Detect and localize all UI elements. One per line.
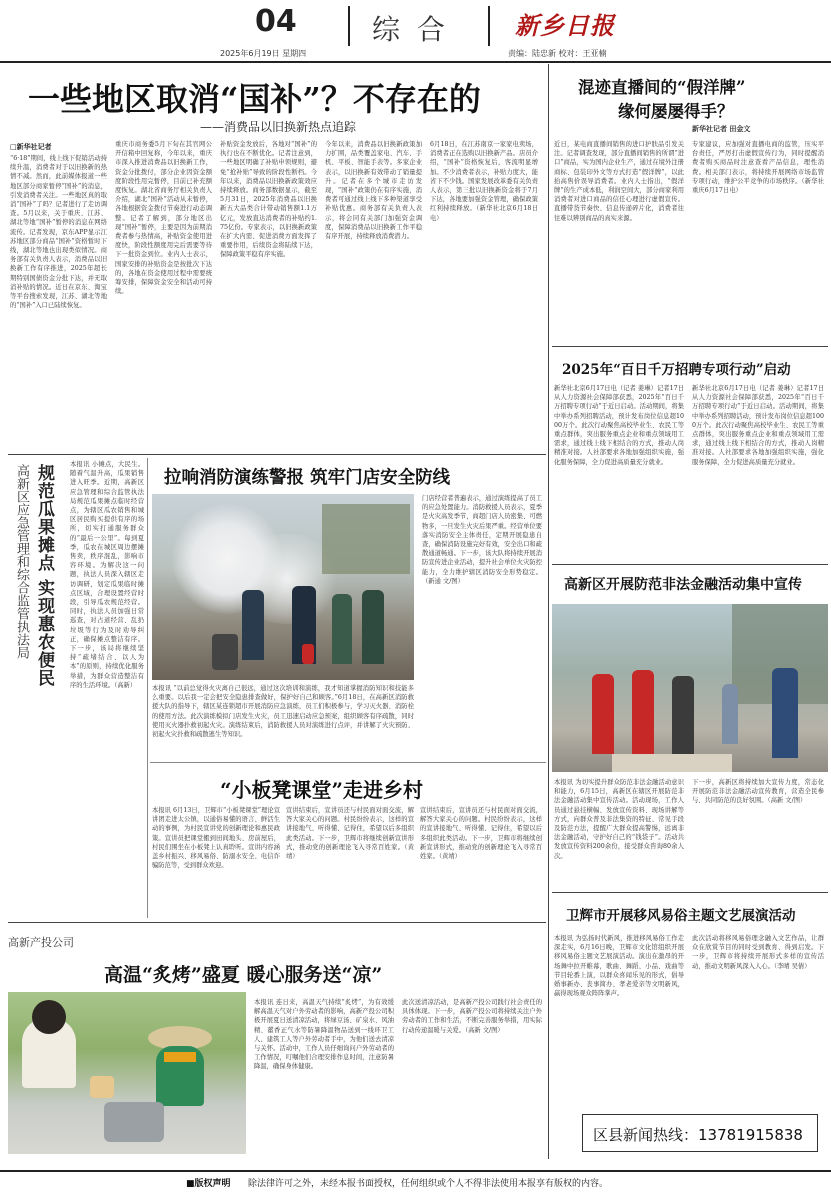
- lead-title: 一些地区取消“国补”？不存在的: [28, 80, 481, 118]
- lead-body-col1: “6·18”期间，线上线下促销活动持续升温，消费者对于以旧换新的热情不减。然而，此前媒体报道一些地区部分商家暂停“国补”的消息，引发消费者关注。一些地区真的取消“国补”了吗？记者进行了走访调查。5月以来，关于重庆、江苏、湖北等地“国补”暂停的消息在网络流传。记者发现，京东APP显示江苏地区部分商品“国补”资格暂时下线，湖北等地也出现类似情况。商务部有关负责人表示，消费品以旧换新工作有序推进，2025年超长期特别国债资金分批下达，并无取消补贴的情况。近日在京东、淘宝等平台搜索发现，江苏、湖北等地的“国补”入口已陆续恢复。: [10, 155, 107, 310]
- cooling-body-col1: 本报讯 连日来，高温天气持续“炙烤”，为有效缓解高温天气对户外劳动者的影响，高新产投公司积极开展夏日送清凉活动，将绿豆汤、矿泉水、风油精、藿香正气水等防暑降温物品送到一线环卫工人、建筑工人等户外劳动者手中，为他们送去清凉与关怀。活动中，工作人员仔细询问户外劳动者的工作情况，叮嘱他们合理安排作息时间，注意防暑降温，确保身体健康。: [254, 999, 394, 1071]
- stool-body-col2: 宣讲结束后，宣讲员还与村民面对面交流，解答大家关心的问题。村民纷纷表示，这样的宣讲接地气、听得懂、记得住，希望以后多组织此类活动。下一步，卫辉市将继续创新宣讲形式，推动党的创新理论飞入寻常百姓家。（黄靖）: [286, 807, 414, 861]
- recruitment-title: 2025年“百日千万招聘专项行动”启动: [562, 362, 791, 378]
- section-name: 综 合: [372, 13, 449, 46]
- cooling-article: [8, 926, 546, 1158]
- livestream-article: [552, 64, 828, 344]
- lead-body-col3: 补贴资金发放后，各地对“国补”的执行也在不断优化。记者注意到，一些地区明确了补贴申领规则，避免“抢补贴”导致的阶段性断档。今年以来，消费品以旧换新政策效应持续释放。商务部数据显示，截至5月31日，2025年消费品以旧换新五大品类合计带动销售额1.1万亿元，发放直达消费者的补贴约1.75亿份。专家表示，以旧换新政策在扩大内需、促进消费方面发挥了重要作用，后续资金将陆续下达，保障政策平稳有序实施。: [220, 141, 317, 259]
- lead-body-col2: 重庆市商务委5月下旬在其官网公开信箱中回复称，今年以来，重庆市深入推进消费品以旧换新工作，资金分批拨付，部分企业因资金额度阶段性用完暂停，目前已补充额度恢复。湖北省商务厅相关负责人介绍，湖北“国补”活动从未暂停，各地根据资金拨付节奏进行动态调整。记者了解到，部分地区出现“国补”暂停，主要是因为前期消费者参与热情高，补贴资金使用进度快，阶段性额度用完后需要等待下一批资金到位。业内人士表示，国家安排的补贴资金是按批次下达的，各地在资金使用过程中需要统筹安排，保障资金安全和活动可持续。: [115, 141, 212, 296]
- stool-class-article: [150, 766, 546, 916]
- lead-body-col4: 今年以来，消费品以旧换新政策加力扩围，品类覆盖家电、汽车、手机、平板、智能手表等。多家企业表示，以旧换新有效带动了销量提升。记者在多个城市走访发现，“国补”政策仍在有序实施，消费者可通过线上线下多种渠道享受补贴优惠。商务部有关负责人表示，将会同有关部门加强资金调度，保障消费品以旧换新工作平稳有序开展，持续释放消费潜力。: [325, 141, 422, 241]
- melon-title: 规范瓜果摊点 实现惠农便民: [34, 464, 54, 687]
- cooling-kicker: 高新产投公司: [8, 936, 74, 949]
- recruitment-body-col1: 新华社北京6月17日电（记者 姜琳）记者17日从人力资源社会保障部获悉，2025年“百日千万招聘专项行动”于近日启动。活动期间，将集中举办系列招聘活动，预计发布岗位信息超1000万个。此次行动聚焦高校毕业生、农民工等重点群体，突出服务重点企业和重点领域用工需求，通过线上线下相结合的方式，推动人岗精准对接。人社部要求各地加强组织实施，强化服务保障，全力促进高质量充分就业。: [554, 385, 684, 466]
- finance-title: 高新区开展防范非法金融活动集中宣传: [564, 577, 802, 593]
- copyright-label: ■版权声明: [186, 1179, 231, 1189]
- culture-body-col1: 本报讯 为弘扬时代新风，推进移风易俗工作走深走实，6月16日晚，卫辉市文化馆组织开展移风易俗主题文艺展演活动。演出在激昂的开场舞中拉开帷幕，歌曲、舞蹈、小品、戏曲等节目轮番上演，以群众喜闻乐见的形式，倡导婚事新办、丧事简办、孝老爱亲等文明新风，赢得现场观众阵阵掌声。: [554, 935, 684, 998]
- lead-body-col5: 6月18日，在江苏南京一家家电卖场，消费者正在选购以旧换新产品。店员介绍，“国补”资格恢复后，客流明显增加。不少消费者表示，补贴力度大，能省下不少钱。国家发展改革委有关负责人表示，第三批以旧换新资金将于7月下达，各地要加强资金管理，确保政策红利持续释放。（新华社北京6月18日电）: [430, 141, 538, 222]
- fire-drill-photo: [152, 494, 414, 680]
- stool-body-col1: 本报讯 6月13日，卫辉市“小板凳课堂”理论宣讲团走进太公镇，以通俗易懂的语言、鲜活生动的事例，为村民宣讲党的创新理论和惠民政策。宣讲员把课堂搬到田间地头、房前屋后，村民们围坐在小板凳上认真聆听。宣讲内容涵盖乡村振兴、移风易俗、防溺水安全、电信诈骗防范等，受到群众欢迎。: [152, 807, 280, 870]
- melon-article: [8, 458, 146, 918]
- melon-body: 本报讯 小摊点，大民生。随着气温升高，瓜果销售进入旺季。近期，高新区应急管理和综合监管执法局规范瓜果摊点临时经营点，为辖区瓜农销售和城区居民购买提供有序的场所，切实打通服务群众的“最后一公里”。每到夏季，瓜农在城区周边摆摊售卖，秩序混乱，影响市容环境。为解决这一问题，执法人员深入辖区走访调研，划定瓜果临时摊点区域，合理设置经营时段，引导瓜农规范经营。同时，执法人员加强日常巡查，对占道经营、乱扔垃圾等行为及时劝导纠正，确保摊点整洁有序。下一步，该局将继续坚持“疏堵结合、以人为本”的原则，持续优化服务举措，为群众营造整洁有序的生活环境。（高新）: [70, 461, 144, 689]
- fire-caption-body: 本报讯 “以前总觉得火灾离自己很远，通过这次培训和演练，我才知道掌握消防知识和技能多么重要。以后我一定会把安全隐患排查做好，保护好自己和顾客。”6月18日，在高新区消防救援大队的指导下，辖区某连锁超市开展消防应急演练，员工们积极参与，学习灭火器、消防栓的使用方法。此次演练模拟门店发生火灾，员工迅速启动应急预案，组织顾客有序疏散，同时使用灭火器扑救初起火灾。演练结束后，消防救援人员对演练进行点评，并讲解了火灾预防、初起火灾扑救和疏散逃生等知识。: [152, 685, 414, 739]
- finance-photo: [552, 604, 828, 772]
- livestream-title-2: 缘何屡屡得手？: [618, 102, 734, 121]
- issue-date: 2025年6月19日 星期四: [220, 49, 307, 58]
- stool-body-col3: 宣讲结束后，宣讲员还与村民面对面交流，解答大家关心的问题。村民纷纷表示，这样的宣讲接地气、听得懂、记得住，希望以后多组织此类活动。下一步，卫辉市将继续创新宣讲形式，推动党的创新理论飞入寻常百姓家。（黄靖）: [420, 807, 542, 861]
- livestream-byline: 新华社记者 田金文: [692, 125, 751, 133]
- culture-body-col2: 此次活动将移风易俗理念融入文艺作品，让群众在欣赏节目的同时受到教育、得到启发。下一步，卫辉市将持续开展形式多样的宣传活动，推动文明新风深入人心。（李晴 吴倩）: [692, 935, 824, 970]
- fire-drill-article: [150, 458, 546, 758]
- news-hotline: 区县新闻热线：13781915838: [593, 1126, 803, 1144]
- lead-source: □新华社记者: [10, 143, 52, 151]
- news-hotline-box: [582, 1114, 818, 1152]
- finance-article: [552, 568, 828, 890]
- page-header: [0, 0, 831, 64]
- editor-credit: 责编：陆忠新 校对：王亚楠: [508, 49, 607, 58]
- copyright-text: 除法律许可之外，未经本报书面授权，任何组织或个人不得非法使用本报享有版权的内容。: [248, 1179, 609, 1189]
- finance-body-col2: 下一步，高新区将持续加大宣传力度，常态化开展防范非法金融活动宣传教育，营造全民参与、共同防范的良好氛围。（高新 文/图）: [692, 779, 824, 805]
- newspaper-logo: 新乡日报: [515, 11, 615, 40]
- melon-kicker: 高新区应急管理和综合监管执法局: [14, 464, 29, 659]
- lead-article: [0, 64, 545, 464]
- fire-title: 拉响消防演练警报 筑牢门店安全防线: [164, 468, 451, 488]
- cooling-body-col2: 此次送清凉活动，是高新产投公司践行社会责任的具体体现。下一步，高新产投公司将持续关注户外劳动者的工作和生活，不断完善服务举措，用实际行动传递温暖与关爱。（高新 文/图）: [402, 999, 542, 1034]
- livestream-body-col2: 专家建议，应加强对直播电商的监管，压实平台责任，严厉打击虚假宣传行为，同时提醒消费者购买商品时注意查看产品信息，理性消费。相关部门表示，将持续开展网络市场监管专项行动，维护公平竞争的市场秩序。（新华社重庆6月17日电）: [692, 141, 824, 195]
- stool-title: “小板凳课堂”走进乡村: [220, 778, 424, 802]
- page-number: 04: [255, 4, 297, 39]
- culture-title: 卫辉市开展移风易俗主题文艺展演活动: [566, 908, 796, 924]
- fire-body: 门店经营者普遍表示，通过演练提高了员工的应急处置能力。消防救援人员表示，夏季是火灾高发季节，商超门店人员密集、可燃物多，一旦发生火灾后果严重。经营单位要落实消防安全主体责任，定期开展隐患自查，确保消防设施完好有效，安全出口和疏散通道畅通。下一步，该大队将持续开展消防宣传进企业活动，提升社会单位火灾防控能力，全力维护辖区消防安全形势稳定。（新通 文/图）: [422, 495, 542, 585]
- lead-subtitle: ——消费品以旧换新热点追踪: [200, 120, 357, 134]
- cooling-title: 高温“炙烤”盛夏 暖心服务送“凉”: [104, 964, 383, 986]
- culture-article: [552, 896, 828, 1110]
- finance-body-col1: 本报讯 为切实提升群众防范非法金融活动意识和能力，6月15日，高新区在辖区开展防范非法金融活动集中宣传活动。活动现场，工作人员通过悬挂横幅、发放宣传资料、现场讲解等方式，向群众普及非法集资的特征、常见手段及防范方法，提醒广大群众提高警惕，远离非法金融活动，守护好自己的“钱袋子”。活动共发放宣传资料200余份，接受群众咨询80余人次。: [554, 779, 684, 860]
- cooling-photo: [8, 992, 246, 1154]
- recruitment-body-col2: 新华社北京6月17日电（记者 姜琳）记者17日从人力资源社会保障部获悉，2025年“百日千万招聘专项行动”于近日启动。活动期间，将集中举办系列招聘活动，预计发布岗位信息超1000万个。此次行动聚焦高校毕业生、农民工等重点群体，突出服务重点企业和重点领域用工需求，通过线上线下相结合的方式，推动人岗精准对接。人社部要求各地加强组织实施，强化服务保障，全力促进高质量充分就业。: [692, 385, 824, 466]
- livestream-body-col1: 近日，某电商直播间销售的进口护肤品引发关注。记者调查发现，部分直播间销售的所谓“进口”商品，实为国内企业生产，通过在境外注册商标、包装印外文等方式打造“假洋牌”，以此抬高售价误导消费者。业内人士指出，“假洋牌”的生产成本低，利润空间大，部分商家利用消费者对进口商品的信任心理进行虚假宣传。直播带货节奏快、信息传递碎片化，消费者往往难以辨别商品的真实来源。: [554, 141, 684, 222]
- livestream-title-1: 混迹直播间的“假洋牌”: [578, 78, 746, 97]
- recruitment-article: [552, 350, 828, 562]
